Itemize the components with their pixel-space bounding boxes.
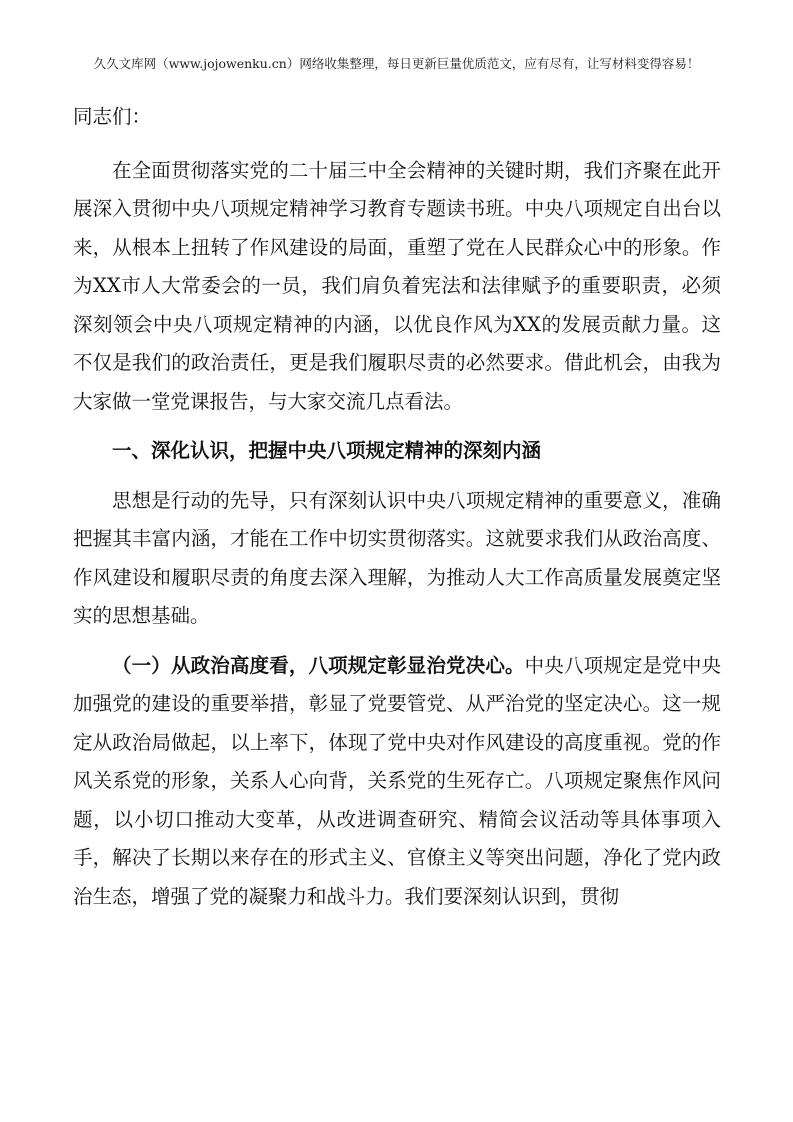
page-header-watermark: 久久文库网（www.jojowenku.cn）网络收集整理，每日更新巨量优质范文，应有尽有，让写材料变得容易！ bbox=[93, 56, 700, 71]
greeting: 同志们： bbox=[73, 105, 152, 128]
point-1-body: 中央八项规定是党中央加强党的建设的重要举措，彰显了党要管党、从严治党的坚定决心。这一规定从政治局做起，以上率下，体现了党中央对作风建设的高度重视。党的作风关系党的形象，关系人心向背，关系党的生死存亡。八项规定聚焦作风问题，以小切口推动大变革，从改进调查研究、精简会议活动等具体事项入手，解决了长期以来存在的形式主义、官僚主义等突出问题，净化了党内政治生态，增强了党的凝聚力和战斗力。我们要深刻认识到，贯彻 bbox=[73, 653, 721, 908]
document-body bbox=[73, 98, 721, 916]
section-1-paragraph: 思想是行动的先导，只有深刻认识中央八项规定精神的重要意义，准确把握其丰富内涵，才能在工作中切实贯彻落实。这就要求我们从政治高度、作风建设和履职尽责的角度去深入理解，为推动人大工作高质量发展奠定坚实的思想基础。 bbox=[73, 488, 721, 627]
point-1-lead: （一）从政治高度看，八项规定彰显治党决心。 bbox=[112, 653, 525, 677]
intro-paragraph: 在全面贯彻落实党的二十届三中全会精神的关键时期，我们齐聚在此开展深入贯彻中央八项规定精神学习教育专题读书班。中央八项规定自出台以来，从根本上扭转了作风建设的局面，重塑了党在人民群众心中的形象。作为XX市人大常委会的一员，我们肩负着宪法和法律赋予的重要职责，必须深刻领会中央八项规定精神的内涵，以优良作风为XX的发展贡献力量。这不仅是我们的政治责任，更是我们履职尽责的必然要求。借此机会，由我为大家做一堂党课报告，与大家交流几点看法。 bbox=[73, 158, 721, 413]
section-heading-1: 一、深化认识，把握中央八项规定精神的深刻内涵 bbox=[112, 439, 542, 462]
point-1-paragraph bbox=[73, 647, 721, 917]
